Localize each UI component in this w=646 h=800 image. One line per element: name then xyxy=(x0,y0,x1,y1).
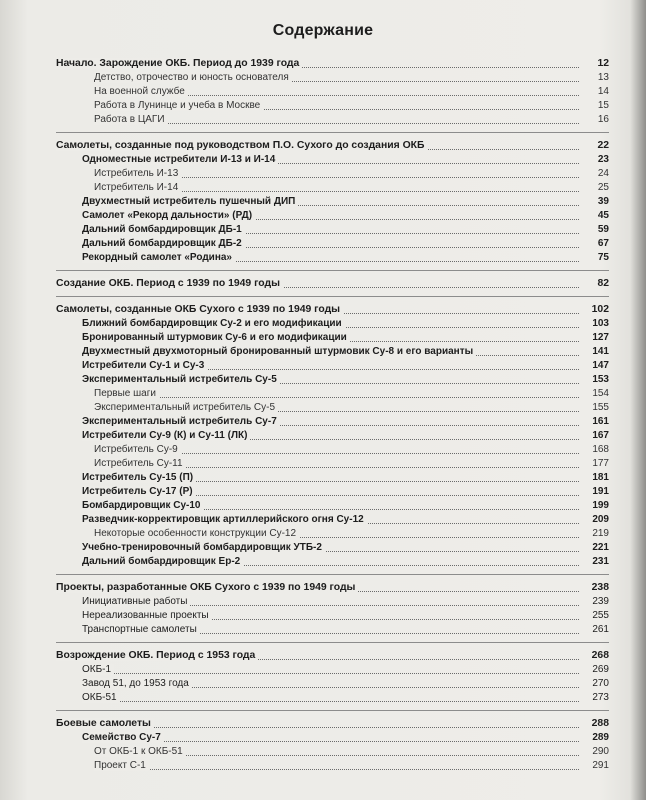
toc-entry[interactable] xyxy=(56,731,609,745)
toc-entry[interactable] xyxy=(56,167,609,181)
toc-entry[interactable] xyxy=(56,401,609,415)
toc-entry-text: Работа в Лунинце и учеба в Москве xyxy=(94,100,263,111)
toc-entry[interactable] xyxy=(56,443,609,457)
toc-entry-text: На военной службе xyxy=(94,86,188,97)
toc-entry-text: Инициативные работы xyxy=(82,596,190,607)
toc-entry-label xyxy=(94,387,579,401)
toc-entry-label xyxy=(56,303,579,317)
toc-entry[interactable] xyxy=(56,429,609,443)
toc-entry[interactable] xyxy=(56,623,609,637)
toc-page-number: 177 xyxy=(592,458,609,469)
page-edge-shadow xyxy=(630,0,646,800)
toc-page-number: 191 xyxy=(592,486,609,497)
toc-entry-text: Первые шаги xyxy=(94,388,159,399)
toc-entry-label xyxy=(82,609,579,623)
toc-entry[interactable] xyxy=(56,499,609,513)
toc-entry-label xyxy=(94,443,579,457)
toc-section xyxy=(56,717,609,773)
toc-entry[interactable] xyxy=(56,595,609,609)
toc-entry-text: ОКБ-1 xyxy=(82,664,114,675)
toc-section xyxy=(56,581,609,637)
toc-entry-text: Дальний бомбардировщик Ер-2 xyxy=(82,556,243,567)
toc-page-number: 75 xyxy=(597,252,609,263)
toc-entry-label xyxy=(82,195,579,209)
toc-page-number: 82 xyxy=(597,278,609,289)
toc-entry-text: ОКБ-51 xyxy=(82,692,120,703)
toc-chapter-entry[interactable] xyxy=(56,717,609,731)
toc-entry[interactable] xyxy=(56,71,609,85)
toc-section xyxy=(56,303,609,569)
toc-page-number: 16 xyxy=(597,114,609,125)
toc-page-number: 14 xyxy=(597,86,609,97)
page-title: Содержание xyxy=(272,22,374,39)
toc-entry-label xyxy=(82,345,579,359)
toc-entry-label xyxy=(82,317,579,331)
toc-chapter-entry[interactable] xyxy=(56,303,609,317)
toc-section xyxy=(56,139,609,265)
toc-entry-label xyxy=(82,209,579,223)
toc-entry[interactable] xyxy=(56,345,609,359)
toc-entry-text: Дальний бомбардировщик ДБ-2 xyxy=(82,238,245,249)
toc-entry[interactable] xyxy=(56,317,609,331)
toc-entry-label xyxy=(82,555,579,569)
toc-entry-label xyxy=(56,277,579,291)
toc-entry-label xyxy=(94,71,579,85)
toc-page-number: 25 xyxy=(597,182,609,193)
toc-entry[interactable] xyxy=(56,457,609,471)
toc-entry-text: Семейство Су-7 xyxy=(82,732,164,743)
toc-page-number: 155 xyxy=(592,402,609,413)
toc-entry-label xyxy=(82,485,579,499)
toc-entry-text: Истребитель Су-17 (Р) xyxy=(82,486,196,497)
toc-entry-text: Истребитель Су-9 xyxy=(94,444,181,455)
toc-entry-label xyxy=(94,167,579,181)
toc-page-number: 23 xyxy=(597,154,609,165)
toc-entry-text: Учебно-тренировочный бомбардировщик УТБ-2 xyxy=(82,542,325,553)
toc-entry[interactable] xyxy=(56,99,609,113)
toc-page-number: 291 xyxy=(592,760,609,771)
toc-entry[interactable] xyxy=(56,513,609,527)
toc-entry[interactable] xyxy=(56,251,609,265)
toc-page-number: 219 xyxy=(592,528,609,539)
toc-page-number: 67 xyxy=(597,238,609,249)
toc-entry-label xyxy=(56,139,579,153)
toc-page-number: 167 xyxy=(592,430,609,441)
toc-entry[interactable] xyxy=(56,663,609,677)
toc-entry-text: Проекты, разработанные ОКБ Сухого с 1939 по 1949 годы xyxy=(56,582,358,593)
toc-page-number: 273 xyxy=(592,692,609,703)
toc-page-number: 209 xyxy=(592,514,609,525)
toc-page-number: 290 xyxy=(592,746,609,757)
toc-entry[interactable] xyxy=(56,527,609,541)
toc-entry[interactable] xyxy=(56,555,609,569)
toc-section xyxy=(56,649,609,705)
toc-entry-text: Истребитель И-14 xyxy=(94,182,181,193)
toc-entry[interactable] xyxy=(56,223,609,237)
toc-page-number: 270 xyxy=(592,678,609,689)
section-divider xyxy=(56,296,609,297)
toc-entry[interactable] xyxy=(56,609,609,623)
toc-entry-text: Работа в ЦАГИ xyxy=(94,114,168,125)
toc-entry[interactable] xyxy=(56,541,609,555)
toc-page-number: 239 xyxy=(592,596,609,607)
toc-entry-label xyxy=(82,471,579,485)
toc-entry[interactable] xyxy=(56,485,609,499)
toc-entry-label xyxy=(94,181,579,195)
toc-entry-label xyxy=(82,223,579,237)
toc-chapter-entry[interactable] xyxy=(56,277,609,291)
toc-entry-text: От ОКБ-1 к ОКБ-51 xyxy=(94,746,186,757)
toc-page-number: 12 xyxy=(597,58,609,69)
toc-entry-label xyxy=(94,401,579,415)
toc-page-number: 127 xyxy=(592,332,609,343)
toc-page-number: 199 xyxy=(592,500,609,511)
toc-entry-text: Рекордный самолет «Родина» xyxy=(82,252,235,263)
toc-entry-label xyxy=(82,359,579,373)
toc-entry-label xyxy=(94,759,579,773)
toc-entry[interactable] xyxy=(56,331,609,345)
section-divider xyxy=(56,270,609,271)
toc-entry-label xyxy=(82,499,579,513)
toc-page-number: 147 xyxy=(592,360,609,371)
toc-page-number: 39 xyxy=(597,196,609,207)
toc-entry-text: Истребители Су-9 (К) и Су-11 (ЛК) xyxy=(82,430,250,441)
toc-entry-text: Бронированный штурмовик Су-6 и его модификации xyxy=(82,332,350,343)
toc-entry-text: Экспериментальный истребитель Су-5 xyxy=(82,374,280,385)
toc-page-number: 103 xyxy=(592,318,609,329)
toc-entry-label xyxy=(82,415,579,429)
toc-entry[interactable] xyxy=(56,759,609,773)
toc-entry[interactable] xyxy=(56,691,609,705)
toc-page-number: 181 xyxy=(592,472,609,483)
toc-entry[interactable] xyxy=(56,237,609,251)
toc-entry-text: Экспериментальный истребитель Су-5 xyxy=(94,402,278,413)
section-divider xyxy=(56,574,609,575)
toc-entry-text: Транспортные самолеты xyxy=(82,624,200,635)
toc-entry-label xyxy=(82,677,579,691)
toc-entry[interactable] xyxy=(56,745,609,759)
section-divider xyxy=(56,132,609,133)
toc-entry[interactable] xyxy=(56,373,609,387)
toc-entry-label xyxy=(94,99,579,113)
toc-entry-text: Двухместный истребитель пушечный ДИП xyxy=(82,196,298,207)
toc-entry-text: Истребители Су-1 и Су-3 xyxy=(82,360,207,371)
toc-entry-text: Боевые самолеты xyxy=(56,718,154,729)
toc-entry-text: Завод 51, до 1953 года xyxy=(82,678,192,689)
toc-entry-text: Самолет «Рекорд дальности» (РД) xyxy=(82,210,255,221)
toc-entry-text: Нереализованные проекты xyxy=(82,610,212,621)
section-divider xyxy=(56,710,609,711)
toc-page-number: 141 xyxy=(592,346,609,357)
toc-entry[interactable] xyxy=(56,359,609,373)
toc-chapter-entry[interactable] xyxy=(56,649,609,663)
toc-entry[interactable] xyxy=(56,153,609,167)
toc-entry-label xyxy=(82,513,579,527)
toc-entry-label xyxy=(82,373,579,387)
toc-entry[interactable] xyxy=(56,471,609,485)
toc-page-number: 289 xyxy=(592,732,609,743)
toc-entry-text: Ближний бомбардировщик Су-2 и его модификации xyxy=(82,318,345,329)
toc-entry-text: Проект С-1 xyxy=(94,760,149,771)
toc-page-number: 255 xyxy=(592,610,609,621)
toc-entry-label xyxy=(94,85,579,99)
table-of-contents xyxy=(56,57,609,773)
toc-entry[interactable] xyxy=(56,677,609,691)
toc-entry-label xyxy=(82,541,579,555)
toc-entry-label xyxy=(82,731,579,745)
toc-page-number: 288 xyxy=(591,718,609,729)
toc-entry-text: Разведчик-корректировщик артиллерийского огня Су-12 xyxy=(82,514,367,525)
toc-entry-label xyxy=(82,237,579,251)
toc-entry-text: Истребитель Су-15 (П) xyxy=(82,472,196,483)
toc-entry-label xyxy=(82,623,579,637)
toc-page-number: 261 xyxy=(592,624,609,635)
toc-entry-label xyxy=(82,691,579,705)
toc-entry-text: Бомбардировщик Су-10 xyxy=(82,500,204,511)
toc-entry-label xyxy=(94,745,579,759)
toc-entry-text: Истребитель И-13 xyxy=(94,168,181,179)
toc-entry-label xyxy=(82,251,579,265)
toc-section xyxy=(56,57,609,127)
toc-page-number: 269 xyxy=(592,664,609,675)
toc-entry-text: Детство, отрочество и юность основателя xyxy=(94,72,292,83)
toc-entry-label xyxy=(82,595,579,609)
toc-entry-label xyxy=(82,429,579,443)
toc-page-number: 22 xyxy=(597,140,609,151)
toc-entry-label xyxy=(94,457,579,471)
toc-page-number: 168 xyxy=(592,444,609,455)
toc-page-number: 59 xyxy=(597,224,609,235)
toc-page-number: 15 xyxy=(597,100,609,111)
toc-page-number: 153 xyxy=(592,374,609,385)
toc-entry-text: Истребитель Су-11 xyxy=(94,458,186,469)
toc-entry-label xyxy=(56,717,579,731)
toc-page-number: 268 xyxy=(591,650,609,661)
section-divider xyxy=(56,642,609,643)
toc-entry-text: Одноместные истребители И-13 и И-14 xyxy=(82,154,278,165)
toc-chapter-entry[interactable] xyxy=(56,57,609,71)
toc-entry-text: Самолеты, созданные под руководством П.О. Сухого до создания ОКБ xyxy=(56,140,427,151)
toc-entry-text: Дальний бомбардировщик ДБ-1 xyxy=(82,224,245,235)
toc-entry-label xyxy=(94,113,579,127)
toc-entry-label xyxy=(82,153,579,167)
toc-page-number: 45 xyxy=(597,210,609,221)
toc-page-number: 238 xyxy=(591,582,609,593)
toc-chapter-entry[interactable] xyxy=(56,139,609,153)
toc-entry-text: Начало. Зарождение ОКБ. Период до 1939 года xyxy=(56,58,302,69)
toc-entry-text: Экспериментальный истребитель Су-7 xyxy=(82,416,280,427)
toc-entry[interactable] xyxy=(56,113,609,127)
toc-entry-label xyxy=(94,527,579,541)
toc-entry-text: Возрождение ОКБ. Период с 1953 года xyxy=(56,650,258,661)
toc-page-number: 24 xyxy=(597,168,609,179)
toc-entry[interactable] xyxy=(56,195,609,209)
toc-chapter-entry[interactable] xyxy=(56,581,609,595)
toc-entry[interactable] xyxy=(56,387,609,401)
toc-page-number: 154 xyxy=(592,388,609,399)
toc-page-number: 231 xyxy=(592,556,609,567)
toc-entry-text: Двухместный двухмоторный бронированный штурмовик Су-8 и его варианты xyxy=(82,346,476,357)
toc-page-number: 13 xyxy=(597,72,609,83)
toc-page-number: 161 xyxy=(592,416,609,427)
toc-entry-label xyxy=(56,57,579,71)
toc-entry-text: Некоторые особенности конструкции Су-12 xyxy=(94,528,299,539)
toc-entry-text: Самолеты, созданные ОКБ Сухого с 1939 по 1949 годы xyxy=(56,304,343,315)
toc-entry-label xyxy=(56,581,579,595)
toc-entry-label xyxy=(82,331,579,345)
toc-page-number: 221 xyxy=(592,542,609,553)
toc-section xyxy=(56,277,609,291)
toc-entry-text: Создание ОКБ. Период с 1939 по 1949 годы xyxy=(56,278,283,289)
toc-entry[interactable] xyxy=(56,209,609,223)
toc-entry-label xyxy=(82,663,579,677)
toc-entry[interactable] xyxy=(56,85,609,99)
toc-entry[interactable] xyxy=(56,415,609,429)
toc-entry-label xyxy=(56,649,579,663)
toc-page-number: 102 xyxy=(591,304,609,315)
toc-entry[interactable] xyxy=(56,181,609,195)
